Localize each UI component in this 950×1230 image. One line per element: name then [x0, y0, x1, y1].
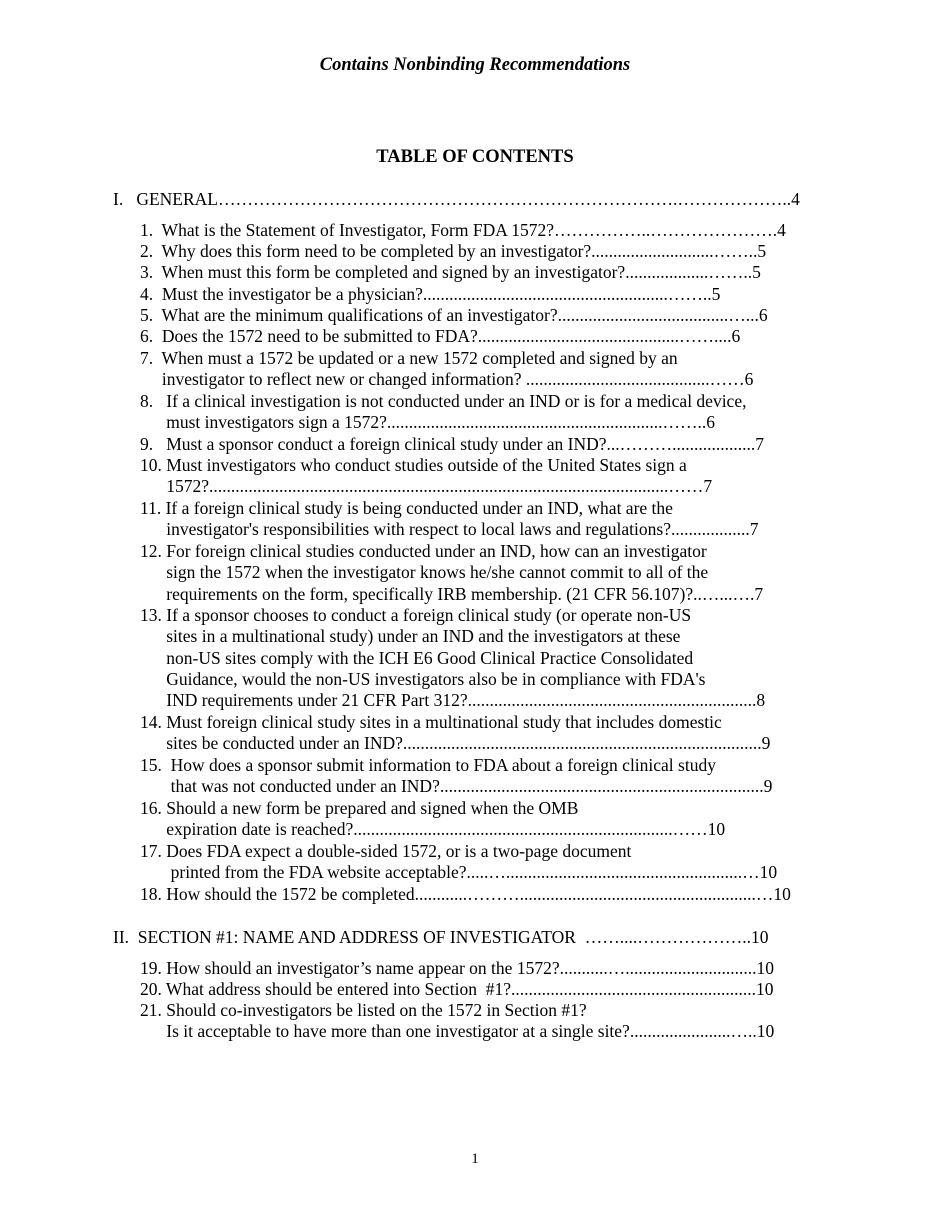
toc-item-18[interactable]: 18. How should the 1572 be completed............………......................................................…10	[140, 884, 791, 904]
toc-item-8[interactable]: 8. If a clinical investigation is not conducted under an IND or is for a medical device, must investigators sign a 1572?...............................................................……..6	[140, 391, 747, 433]
toc-item-21[interactable]: 21. Should co-investigators be listed on the 1572 in Section #1? Is it acceptable to have more than one investigator at a single site?.......................…..10	[140, 1000, 775, 1042]
toc-item-11[interactable]: 11. If a foreign clinical study is being conducted under an IND, what are the investigator's responsibilities with respect to local laws and regulations?..................7	[140, 498, 759, 540]
toc-item-12[interactable]: 12. For foreign clinical studies conducted under an IND, how can an investigator sign the 1572 when the investigator knows he/she cannot commit to all of the requirements on the form, specifically IRB membership. (21 CFR 56.107)?..…...….7	[140, 541, 764, 604]
toc-item-15[interactable]: 15. How does a sponsor submit information to FDA about a foreign clinical study that was not conducted under an IND?..........................................................................9	[140, 755, 773, 797]
toc-item-13[interactable]: 13. If a sponsor chooses to conduct a foreign clinical study (or operate non-US sites in a multinational study) under an IND and the investigators at these non-US sites comply with the ICH E6 Good Clinical Practice Consolidated Guidance, would the non-US investigators also be in compliance with FDA's IND requirements under 21 CFR Part 312?..................................................................8	[140, 605, 766, 711]
toc-item-9[interactable]: 9. Must a sponsor conduct a foreign clinical study under an IND?...………...................7	[140, 434, 765, 454]
toc-title: TABLE OF CONTENTS	[376, 147, 574, 167]
toc-item-6[interactable]: 6. Does the 1572 need to be submitted to FDA?..............................................……....6	[140, 326, 741, 346]
toc-item-7[interactable]: 7. When must a 1572 be updated or a new 1572 completed and signed by an investigator to reflect new or changed information? ..........................................……6	[140, 348, 754, 390]
page-number: 1	[471, 1151, 479, 1167]
toc-item-19[interactable]: 19. How should an investigator’s name appear on the 1572?...........…..............................10	[140, 958, 774, 978]
toc-item-20[interactable]: 20. What address should be entered into Section #1?........................................................10	[140, 979, 774, 999]
toc-item-16[interactable]: 16. Should a new form be prepared and signed when the OMB expiration date is reached?.........................................................................……10	[140, 798, 726, 840]
toc-item-4[interactable]: 4. Must the investigator be a physician?........................................................……..5	[140, 284, 721, 304]
running-header: Contains Nonbinding Recommendations	[319, 55, 631, 75]
toc-section-1[interactable]: I. GENERAL…………………………………………………………………….………………..4	[113, 189, 800, 209]
toc-item-2[interactable]: 2. Why does this form need to be completed by an investigator?............................……..5	[140, 241, 767, 261]
toc-item-3[interactable]: 3. When must this form be completed and signed by an investigator?...................……..5	[140, 262, 761, 282]
toc-section-2[interactable]: II. SECTION #1: NAME AND ADDRESS OF INVESTIGATOR ……....………………..10	[113, 927, 769, 947]
toc-item-1[interactable]: 1. What is the Statement of Investigator, Form FDA 1572?……………..………………….4	[140, 220, 786, 240]
toc-item-5[interactable]: 5. What are the minimum qualifications of an investigator?.......................................…...6	[140, 305, 768, 325]
toc-item-10[interactable]: 10. Must investigators who conduct studies outside of the United States sign a 1572?.........................................................................................................……7	[140, 455, 713, 497]
toc-item-14[interactable]: 14. Must foreign clinical study sites in a multinational study that includes domestic sites be conducted under an IND?..................................................................................9	[140, 712, 771, 754]
toc-item-17[interactable]: 17. Does FDA expect a double-sided 1572, or is a two-page document printed from the FDA website acceptable?.....…......................................................…10	[140, 841, 778, 883]
